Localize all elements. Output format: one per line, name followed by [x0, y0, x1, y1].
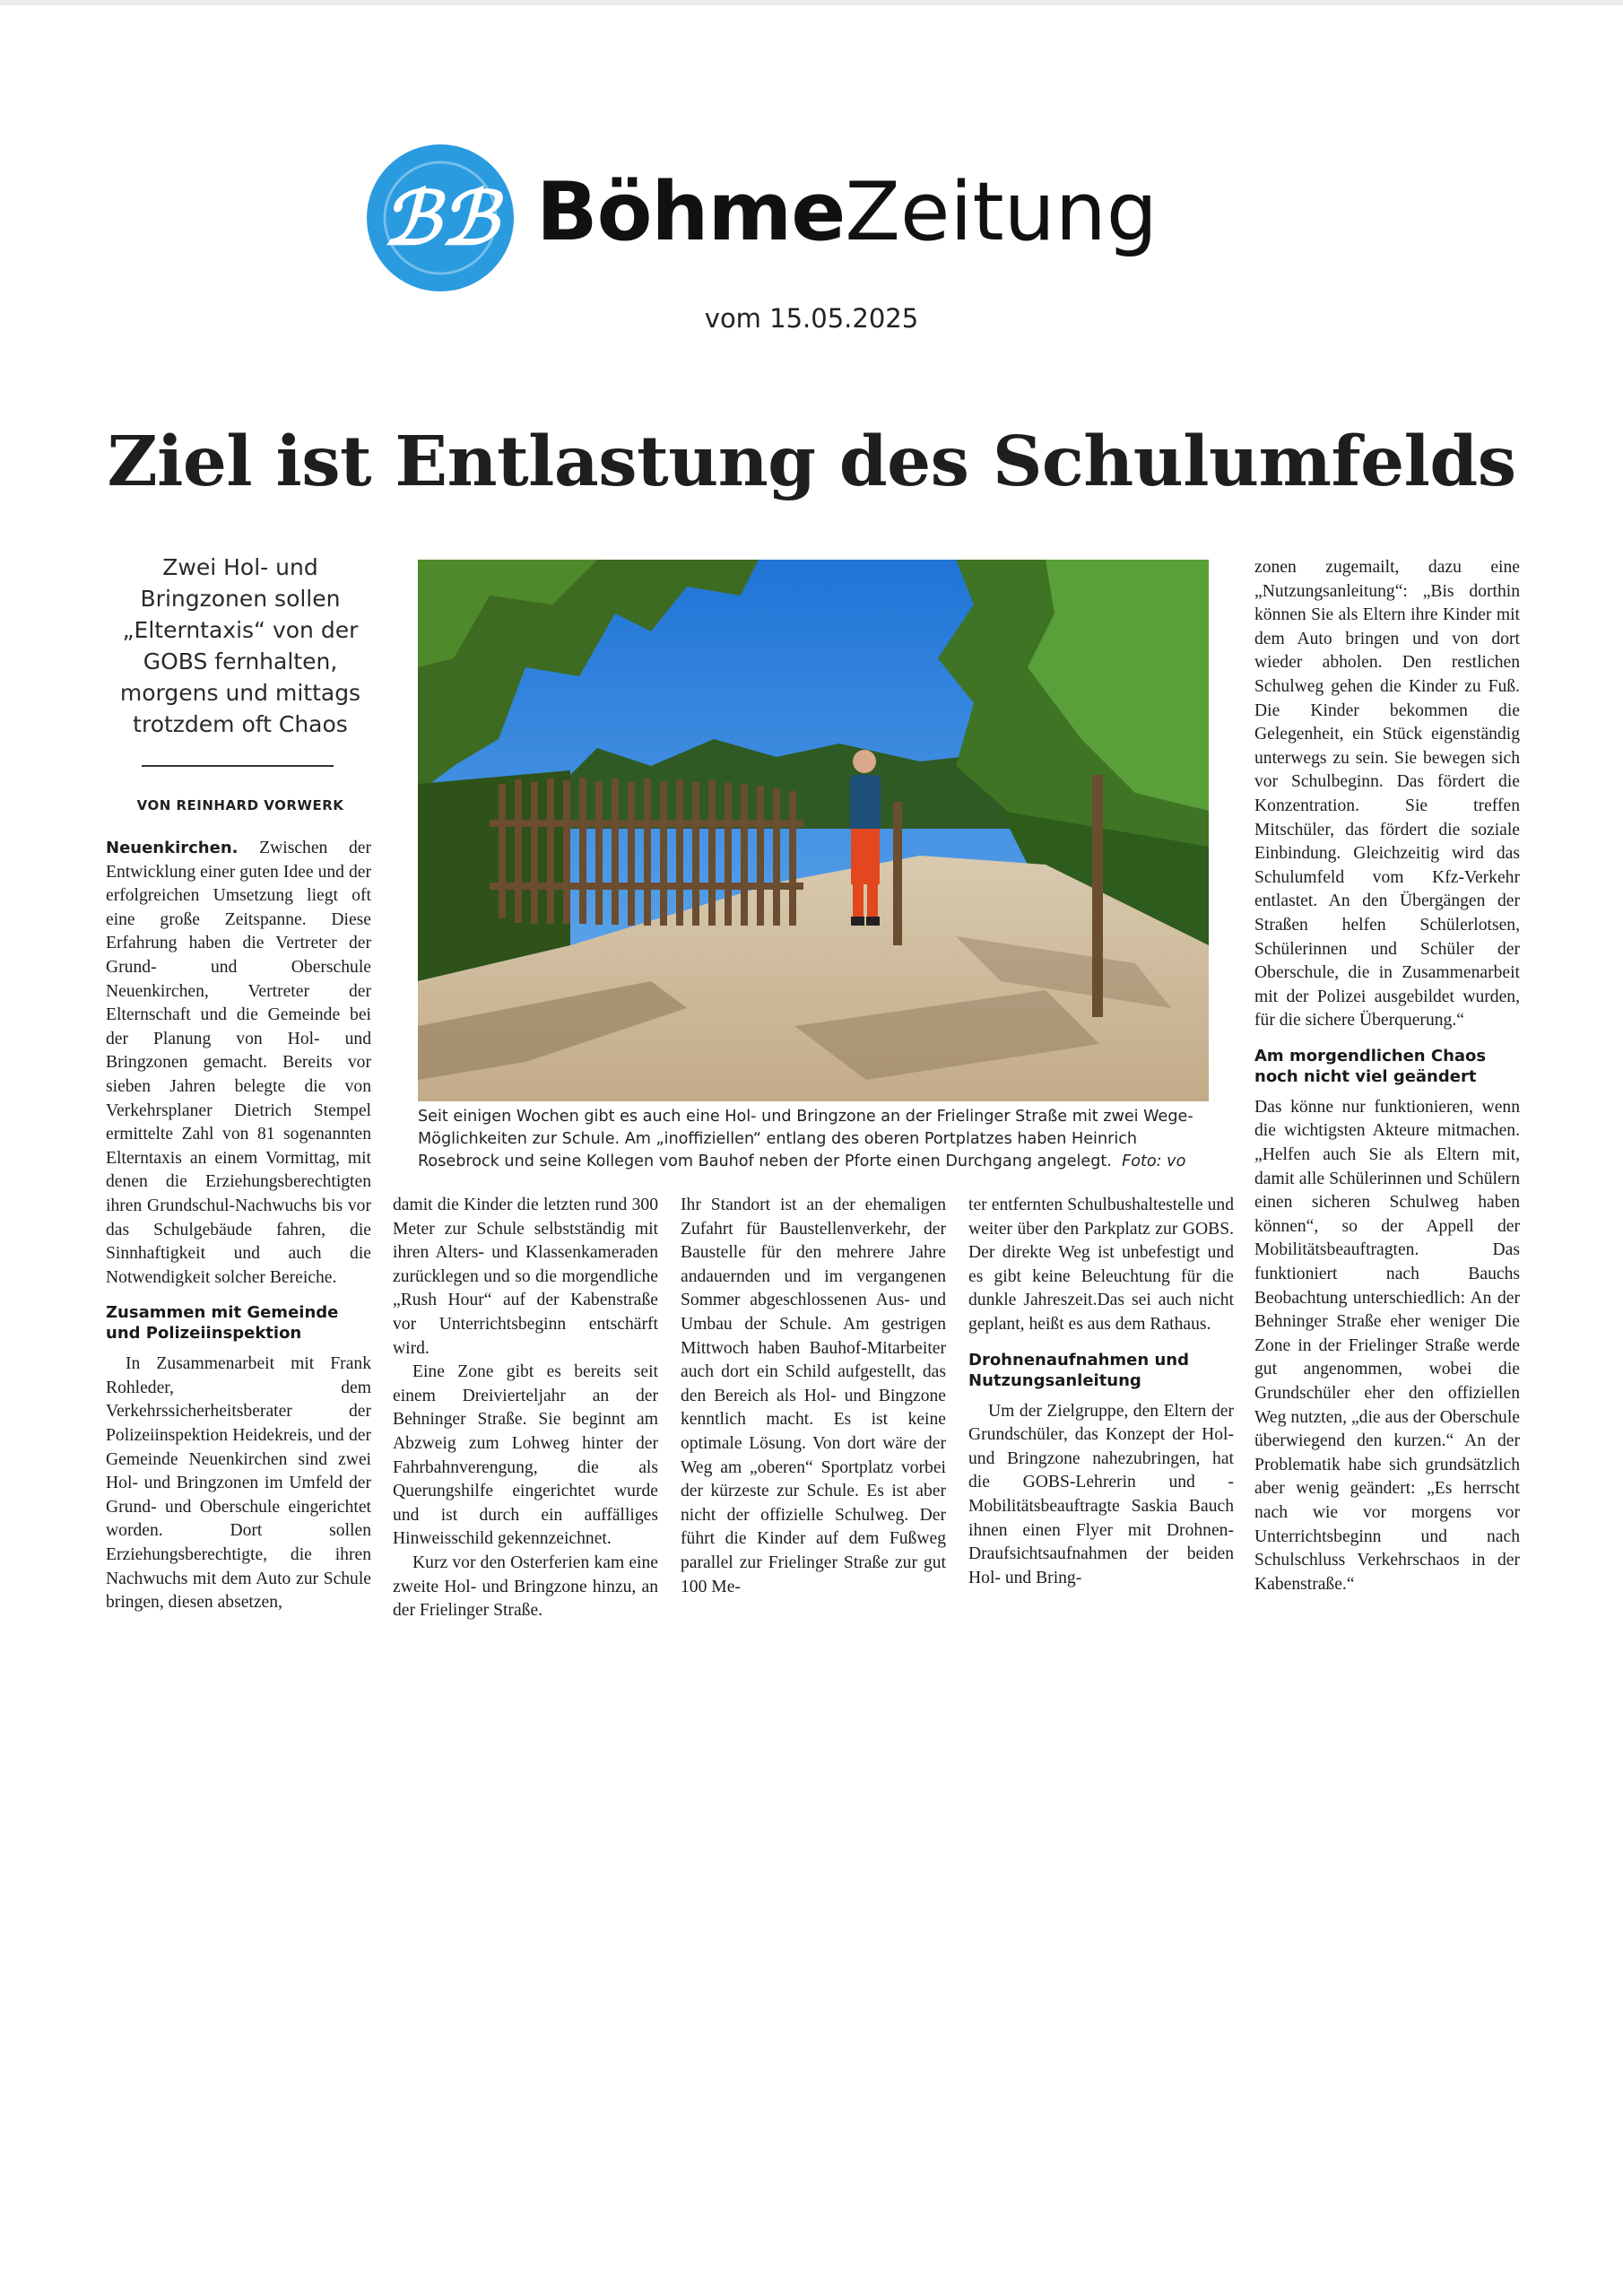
- column-2: [393, 1194, 658, 1623]
- column-4: [968, 1194, 1234, 1590]
- article-deck: Zwei Hol- und Bringzonen sollen „Elterntaxis“ von der GOBS fernhalten, morgens und mittags trotzdem oft Chaos: [119, 554, 361, 737]
- paragraph: In Zusammenarbeit mit Frank Rohleder, dem Verkehrssicherheitsberater der Polizeiinspektion Heidekreis, und der Gemeinde Neuenkirchen sind zwei Hol- und Bringzonen im Umfeld der Grund- und Oberschule eingerichtet worden. Dort sollen Erziehungsberechtigte, die ihren Nachwuchs mit dem Auto zur Schule bringen, diesen absetzen,: [106, 1354, 371, 1613]
- subheading: Zusammen mit Gemeinde und Polizeiinspektion: [106, 1303, 339, 1344]
- column-5: [1254, 556, 1520, 1596]
- byline: VON REINHARD VORWERK: [136, 797, 344, 813]
- subheading: Am morgendlichen Chaos noch nicht viel geändert: [1254, 1046, 1487, 1086]
- photo-image: [418, 560, 1209, 1101]
- photo-credit: Foto: vo: [1122, 1152, 1186, 1170]
- bb-logo-icon: [366, 144, 515, 292]
- masthead: [366, 144, 1263, 296]
- paragraph-text: Zwischen der Entwicklung einer guten Idee und der erfolgreichen Umsetzung liegt oft eine große Zeitspanne. Diese Erfahrung haben die Vertreter der Grund- und Oberschule Neuenkirchen, Vertreter der Elternschaft und die Gemeinde bei der Planung von Hol- und Bringzonen gemacht. Bereits vor sieben Jahren belegte die von Verkehrsplaner Dietrich Stempel ermittelte Zahl von 81 sogenannten Elterntaxis an einem Vormittag, mit denen die Erziehungsberechtigten ihren Grundschul-Nachwuchs bis vor das Schulgebäude fahren, die Sinnhaftigkeit und auch die Notwendigkeit solcher Bereiche.: [106, 839, 371, 1287]
- paragraph: Ihr Standort ist an der ehemaligen Zufahrt für Baustellenverkehr, der Baustelle für den mehrere Jahre andauernden und im vergangenen Sommer abgeschlossenen Aus- und Umbau der Schule. Am gestrigen Mittwoch haben Bauhof-Mitarbeiter auch dort ein Schild aufgestellt, das den Bereich als Hol- und Bingzone kenntlich macht. Es ist keine optimale Lösung. Von dort wäre der Weg am „oberen“ Sportplatz vorbei der kürzeste zur Schule. Es ist aber nicht der offizielle Schulweg. Der führt die Kinder auf dem Fußweg parallel zur Frielinger Straße zur gut 100 Me-: [681, 1196, 946, 1596]
- brand-bold: Böhme: [536, 165, 846, 259]
- newspaper-logo: [366, 144, 515, 292]
- paragraph: [106, 837, 371, 1290]
- article-photo: [418, 560, 1209, 1101]
- svg-text:ℬℬ: ℬℬ: [382, 176, 499, 262]
- paragraph: Um der Zielgruppe, den Eltern der Grundschüler, das Konzept der Hol- und Bringzone nahezubringen, hat die GOBS-Lehrerin und -Mobilitätsbeauftragte Saskia Bauch ihnen einen Flyer mit Drohnen-Draufsichtsaufnahmen der beiden Hol- und Bring-: [968, 1401, 1234, 1587]
- photo-caption: [418, 1106, 1198, 1173]
- scan-edge: [0, 0, 1623, 5]
- paragraph: Das könne nur funktionieren, wenn die wichtigsten Akteure mitmachen. „Helfen auch Sie als Eltern mit, damit alle Schülerinnen und Schülern einen sicheren Schulweg haben können“, so der Appell der Mobilitätsbeauftragten. Das funktioniert nach Bauchs Beobachtung unterschiedlich: An der Behninger Straße eher weniger Die Zone in der Frielinger Straße werde gut angenommen, wobei die Grundschüler eher den offiziellen Weg nutzten, „die aus der Oberschule überwiegend den kurzen.“ An der Problematik habe sich grundsätzlich aber wenig geändert: „Es herrscht nach wie vor morgens vor Unterrichtsbeginn und nach Schulschluss Verkehrschaos in der Kabenstraße.“: [1254, 1097, 1520, 1594]
- brand-name: [536, 163, 1158, 262]
- brand-light: Zeitung: [845, 165, 1158, 259]
- paragraph: Kurz vor den Osterferien kam eine zweite Hol- und Bringzone hinzu, an der Frielinger Straße.: [393, 1552, 658, 1621]
- paragraph: damit die Kinder die letzten rund 300 Meter zur Schule selbstständig mit ihren Alters- und Klassenkameraden zurücklegen und so die morgendliche „Rush Hour“ auf der Kabenstraße vor Unterrichtsbeginn entschärft wird.: [393, 1196, 658, 1358]
- paragraph: Eine Zone gibt es bereits seit einem Dreivierteljahr an der Behninger Straße. Sie beginnt am Abzweig zum Lohweg hinter der Fahrbahnverengung, die als Querungshilfe eingerichtet wurde und ist durch ein auffälliges Hinweisschild gekennzeichnet.: [393, 1362, 658, 1549]
- paragraph: zonen zugemailt, dazu eine „Nutzungsanleitung“: „Bis dorthin können Sie als Eltern ihre Kinder mit dem Auto bringen und von dort wieder abholen. Den restlichen Schulweg gehen die Kinder zu Fuß. Die Kinder bekommen die Gelegenheit, ein Stück eigenständig unterwegs zu sein. Sie bewegen sich vor Schulbeginn. Das fördert die Konzentration. Sie treffen Mitschüler, das fördert die soziale Einbindung. Gleichzeitig wird das Schulumfeld vom Kfz-Verkehr entlastet. An den Übergängen der Straßen helfen Schülerlotsen, Schülerinnen und Schüler der Oberschule, die in Zusammenarbeit mit der Polizei ausgebildet wurden, für die sichere Überquerung.“: [1254, 558, 1520, 1031]
- deck-divider: [142, 765, 334, 767]
- dateline: Neuenkirchen.: [106, 839, 239, 857]
- headline: Ziel ist Entlastung des Schulumfelds: [107, 422, 1516, 502]
- caption-text: Seit einigen Wochen gibt es auch eine Hol- und Bringzone an der Frielinger Straße mit zwei Wege-Möglichkeiten zur Schule. Am „inoffiziellen“ entlang des oberen Portplatzes haben Heinrich Rosebrock und seine Kollegen vom Bauhof neben der Pforte einen Durchgang angelegt.: [418, 1108, 1193, 1170]
- paragraph: ter entfernten Schulbushaltestelle und weiter über den Parkplatz zur GOBS. Der direkte Weg ist unbefestigt und es gibt keine Beleuchtung für die dunkle Jahreszeit.Das sei auch nicht geplant, heißt es aus dem Rathaus.: [968, 1196, 1234, 1334]
- column-1: [106, 837, 371, 1615]
- subheading: Drohnenaufnahmen und Nutzungsanleitung: [968, 1350, 1189, 1390]
- column-3: [681, 1194, 946, 1599]
- issue-date: vom 15.05.2025: [704, 303, 919, 334]
